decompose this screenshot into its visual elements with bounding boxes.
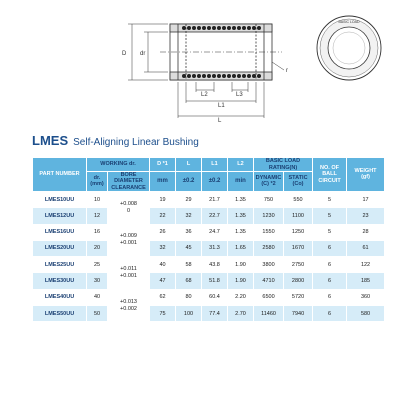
cell-D: 40 — [150, 257, 176, 273]
cell-weight: 122 — [347, 257, 385, 273]
cell-bore-clearance: +0.011 +0.001 — [108, 257, 150, 290]
unit-tol-L: ±0.2 — [176, 172, 202, 192]
cell-weight: 17 — [347, 191, 385, 207]
cell-static: 1250 — [284, 224, 313, 240]
cell-weight: 23 — [347, 208, 385, 224]
product-name: Self-Aligning Linear Bushing — [73, 137, 199, 148]
cell-static: 2800 — [284, 273, 313, 289]
header-L: L — [176, 158, 202, 172]
header-dr-mm: dr. (mm) — [87, 172, 108, 192]
cell-L2: 1.35 — [228, 191, 254, 207]
cell-L2: 2.20 — [228, 289, 254, 305]
cell-L1: 51.8 — [202, 273, 228, 289]
header-bore-clearance: BORE DIAMETER CLEARANCE — [108, 172, 150, 192]
cell-L2: 1.35 — [228, 224, 254, 240]
cell-dr: 20 — [87, 240, 108, 256]
cell-balls: 5 — [313, 208, 347, 224]
cell-balls: 6 — [313, 306, 347, 322]
cell-L1: 43.8 — [202, 257, 228, 273]
cell-dr: 10 — [87, 191, 108, 207]
header-part-number: PART NUMBER — [33, 158, 87, 192]
cell-balls: 6 — [313, 289, 347, 305]
label-L2: L2 — [201, 92, 208, 98]
end-view-badge-text: BASIC LOAD — [338, 20, 360, 24]
cell-part-number: LMES20UU — [33, 240, 87, 256]
cell-part-number: LMES40UU — [33, 289, 87, 305]
cell-part-number: LMES16UU — [33, 224, 87, 240]
table-row — [33, 240, 385, 256]
table-row — [33, 208, 385, 224]
cell-D: 19 — [150, 191, 176, 207]
cell-dr: 30 — [87, 273, 108, 289]
cell-static: 550 — [284, 191, 313, 207]
cell-bore-clearance: +0.009 +0.001 — [108, 224, 150, 257]
cell-dynamic: 11460 — [254, 306, 284, 322]
cell-bore-clearance: +0.013 +0.002 — [108, 289, 150, 322]
label-r: r — [286, 68, 288, 74]
cell-L: 58 — [176, 257, 202, 273]
cell-dynamic: 1230 — [254, 208, 284, 224]
cell-weight: 360 — [347, 289, 385, 305]
cell-weight: 185 — [347, 273, 385, 289]
cell-dr: 25 — [87, 257, 108, 273]
cell-D: 26 — [150, 224, 176, 240]
cell-dynamic: 750 — [254, 191, 284, 207]
cell-L2: 1.65 — [228, 240, 254, 256]
end-view-badge — [338, 20, 359, 24]
technical-drawing — [0, 0, 400, 130]
table-row — [33, 273, 385, 289]
spec-table-body — [33, 191, 385, 321]
cell-dr: 50 — [87, 306, 108, 322]
cell-part-number: LMES10UU — [33, 191, 87, 207]
cell-dynamic: 6500 — [254, 289, 284, 305]
cell-D: 75 — [150, 306, 176, 322]
cell-L: 36 — [176, 224, 202, 240]
cell-L2: 1.35 — [228, 208, 254, 224]
cell-dynamic: 1550 — [254, 224, 284, 240]
cell-L1: 60.4 — [202, 289, 228, 305]
bushing-end-view — [317, 16, 381, 80]
header-static: STATIC (Co) — [284, 172, 313, 192]
table-row — [33, 289, 385, 305]
cell-D: 62 — [150, 289, 176, 305]
header-L1: L1 — [202, 158, 228, 172]
header-L2: L2 — [228, 158, 254, 172]
cell-L1: 24.7 — [202, 224, 228, 240]
unit-tol-L1: ±0.2 — [202, 172, 228, 192]
cell-static: 5720 — [284, 289, 313, 305]
cell-L1: 77.4 — [202, 306, 228, 322]
cell-weight: 580 — [347, 306, 385, 322]
cell-part-number: LMES50UU — [33, 306, 87, 322]
table-row — [33, 306, 385, 322]
cell-static: 1100 — [284, 208, 313, 224]
table-row — [33, 257, 385, 273]
cell-part-number: LMES12UU — [33, 208, 87, 224]
label-L: L — [218, 118, 222, 124]
cell-L1: 21.7 — [202, 191, 228, 207]
cell-static: 7940 — [284, 306, 313, 322]
cell-L: 68 — [176, 273, 202, 289]
cell-balls: 6 — [313, 240, 347, 256]
spec-table-header — [33, 158, 385, 192]
header-weight: WEIGHT (gf) — [347, 158, 385, 192]
cell-L2: 1.90 — [228, 273, 254, 289]
unit-min: min — [228, 172, 254, 192]
bushing-side-view — [160, 24, 282, 80]
cell-static: 1670 — [284, 240, 313, 256]
label-L1: L1 — [218, 103, 225, 109]
cell-weight: 61 — [347, 240, 385, 256]
cell-dr: 16 — [87, 224, 108, 240]
cell-L2: 1.90 — [228, 257, 254, 273]
cell-L1: 22.7 — [202, 208, 228, 224]
cell-L: 100 — [176, 306, 202, 322]
cell-dynamic: 3800 — [254, 257, 284, 273]
product-title — [32, 133, 199, 149]
unit-mm: mm — [150, 172, 176, 192]
cell-D: 22 — [150, 208, 176, 224]
product-code: LMES — [32, 133, 69, 148]
cell-dr: 40 — [87, 289, 108, 305]
table-row — [33, 191, 385, 207]
cell-L: 80 — [176, 289, 202, 305]
cell-dynamic: 4710 — [254, 273, 284, 289]
cell-dynamic: 2580 — [254, 240, 284, 256]
header-basic-load: BASIC LOAD RATING(N) — [254, 158, 313, 172]
cell-D: 47 — [150, 273, 176, 289]
table-row — [33, 224, 385, 240]
header-D: D *1 — [150, 158, 176, 172]
cell-L: 29 — [176, 191, 202, 207]
cell-balls: 6 — [313, 273, 347, 289]
cell-weight: 28 — [347, 224, 385, 240]
header-balls: NO. OF BALL CIRCUIT — [313, 158, 347, 192]
cell-static: 2750 — [284, 257, 313, 273]
cell-L2: 2.70 — [228, 306, 254, 322]
header-dynamic: DYNAMIC (C) *2 — [254, 172, 284, 192]
cell-part-number: LMES30UU — [33, 273, 87, 289]
cell-D: 32 — [150, 240, 176, 256]
cell-balls: 6 — [313, 257, 347, 273]
spec-table — [32, 157, 385, 322]
cell-balls: 5 — [313, 224, 347, 240]
label-L3: L3 — [236, 92, 243, 98]
cell-dr: 12 — [87, 208, 108, 224]
label-dr: dr — [140, 51, 146, 57]
cell-part-number: LMES25UU — [33, 257, 87, 273]
cell-balls: 5 — [313, 191, 347, 207]
label-D: D — [122, 51, 127, 57]
header-working-dr: WORKING dr. — [87, 158, 150, 172]
cell-L: 45 — [176, 240, 202, 256]
cell-L1: 31.3 — [202, 240, 228, 256]
cell-L: 32 — [176, 208, 202, 224]
cell-bore-clearance: +0.008 0 — [108, 191, 150, 224]
